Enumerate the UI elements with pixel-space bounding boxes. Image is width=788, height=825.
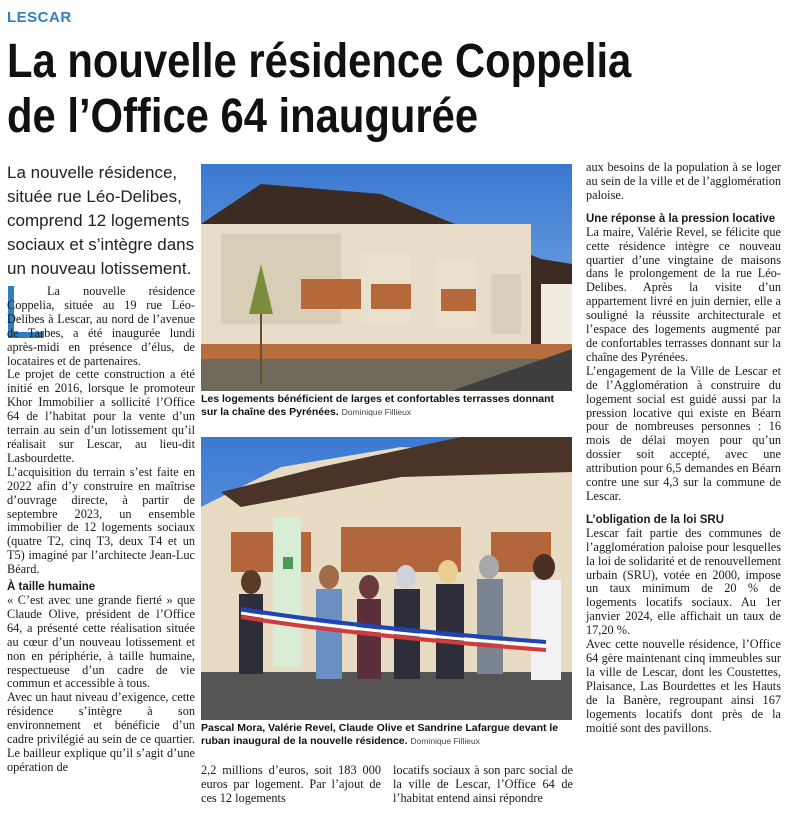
photo-credit: Dominique Fillieux — [341, 407, 412, 417]
headline-line-1: La nouvelle résidence Coppelia — [7, 35, 632, 88]
photo-2-caption — [201, 722, 573, 748]
photo-residence-terraces — [201, 164, 572, 391]
photo-1-caption — [201, 393, 573, 419]
paragraph: locatifs sociaux à son parc social de la ville de Lescar, l’Office 64 de l’habitat entend ainsi répondre — [393, 763, 573, 805]
headline-line-2: de l’Office 64 inaugurée — [7, 90, 479, 143]
column-1 — [7, 285, 195, 775]
paragraph: Avec un haut niveau d’exigence, cette résidence s’intègre à son environnement et bénéficie d’un cadre privilégié au sein de ce quartier. Le bailleur explique qu’il s’agit d’une opération de — [7, 690, 195, 774]
paragraph: La maire, Valérie Revel, se félicite que cette résidence intègre ce nouveau quartier d’une vingtaine de maisons dans le prolongement de la rue Léo-Delibes. Après la visite d’un appartement livré en juin dernier, elle a souligné la réussite architecturale et l’espace des logements augmenté par de confortables terrasses donnant sur la chaîne des Pyrénées. — [586, 224, 781, 364]
photo-inauguration-ribbon — [201, 437, 572, 720]
column-2b — [393, 764, 573, 806]
paragraph: Le projet de cette construction a été initié en 2016, lorsque le promoteur Khor Immobilier a sollicité l’Office 64 de l’habitat pour la vente d’un terrain au sein d’un lotissement qu’il réalisait sur Lescar, au lieu-dit Lasbourdette. — [7, 367, 195, 465]
caption-text: Les logements bénéficient de larges et confortables terrasses donnant sur la chaîne des Pyrénées. — [201, 393, 555, 418]
subheading: L’obligation de la loi SRU — [586, 513, 725, 526]
column-3 — [586, 161, 781, 735]
paragraph: L’acquisition du terrain s’est faite en 2022 afin d’y construire en maîtrise d’ouvrage directe, à partir de septembre 2023, un ensemble immobilier de 12 logements sociaux (quatre T2, cinq T3, deux T4 et un T5) imaginé par l’architecte Jean-Luc Béard. — [7, 464, 195, 577]
subheading: Une réponse à la pression locative — [586, 212, 776, 225]
paragraph: Avec cette nouvelle résidence, l’Office 64 gère maintenant cinq immeubles sur la ville de Lescar, dont les Coustettes, Plaisance, Las Bourdettes et les Hauts de la Banère, regroupant ainsi 167 logements locatifs dont près de la moitié sont des pavillons. — [586, 637, 781, 735]
caption-text: Pascal Mora, Valérie Revel, Claude Olive et Sandrine Lafargue devant le ruban inaugural de la nouvelle résidence. — [201, 722, 559, 747]
headline — [7, 34, 681, 144]
lead-paragraph: La nouvelle résidence Coppelia, située au 19 rue Léo-Delibes à Lescar, au nord de l’avenue de Tarbes, a été inaugurée lundi après-midi en présence d’élus, de locataires et de partenaires. — [7, 284, 195, 368]
paragraph: aux besoins de la population à se loger au sein de la ville et de l’agglomération paloise. — [586, 160, 781, 202]
paragraph: L’engagement de la Ville de Lescar et de l’Agglomération à construire du logement social est guidé aussi par la pression locative qui existe en Béarn pour de nombreuses personnes : 16 mois de délai moyen pour qu’un dossier soit accepté, avec une attribution pour 6,5 demandes en Béarn contre une sur 4,3 sur la commune de Lescar. — [586, 363, 781, 503]
column-2a — [201, 764, 381, 806]
standfirst: La nouvelle résidence, située rue Léo-Delibes, comprend 12 logements sociaux et s’intègre dans un nouveau lotissement. — [7, 163, 195, 278]
section-kicker: LESCAR — [7, 9, 72, 26]
paragraph: 2,2 millions d’euros, soit 183 000 euros par logement. Par l’ajout de ces 12 logements — [201, 763, 381, 805]
subheading: À taille humaine — [7, 581, 96, 594]
photo-credit: Dominique Fillieux — [410, 736, 480, 746]
photo-inauguration-image — [201, 437, 572, 720]
paragraph: « C’est avec une grande fierté » que Claude Olive, président de l’Office 64, a présenté cette réalisation située au cœur d’un nouveau lotissement et non en périphérie, à taille humaine, respectueuse d’un cadre de vie commun et accessible à tous. — [7, 593, 195, 691]
photo-residence-image — [201, 164, 572, 391]
paragraph: Lescar fait partie des communes de l’agglomération paloise pour lesquelles la loi de solidarité et de renouvellement urbain (SRU), votée en 2000, impose un taux minimum de 20 % de logements locatifs sociaux. Au 1er janvier 2024, elle affichait un taux de 17,20 %. — [586, 525, 781, 638]
